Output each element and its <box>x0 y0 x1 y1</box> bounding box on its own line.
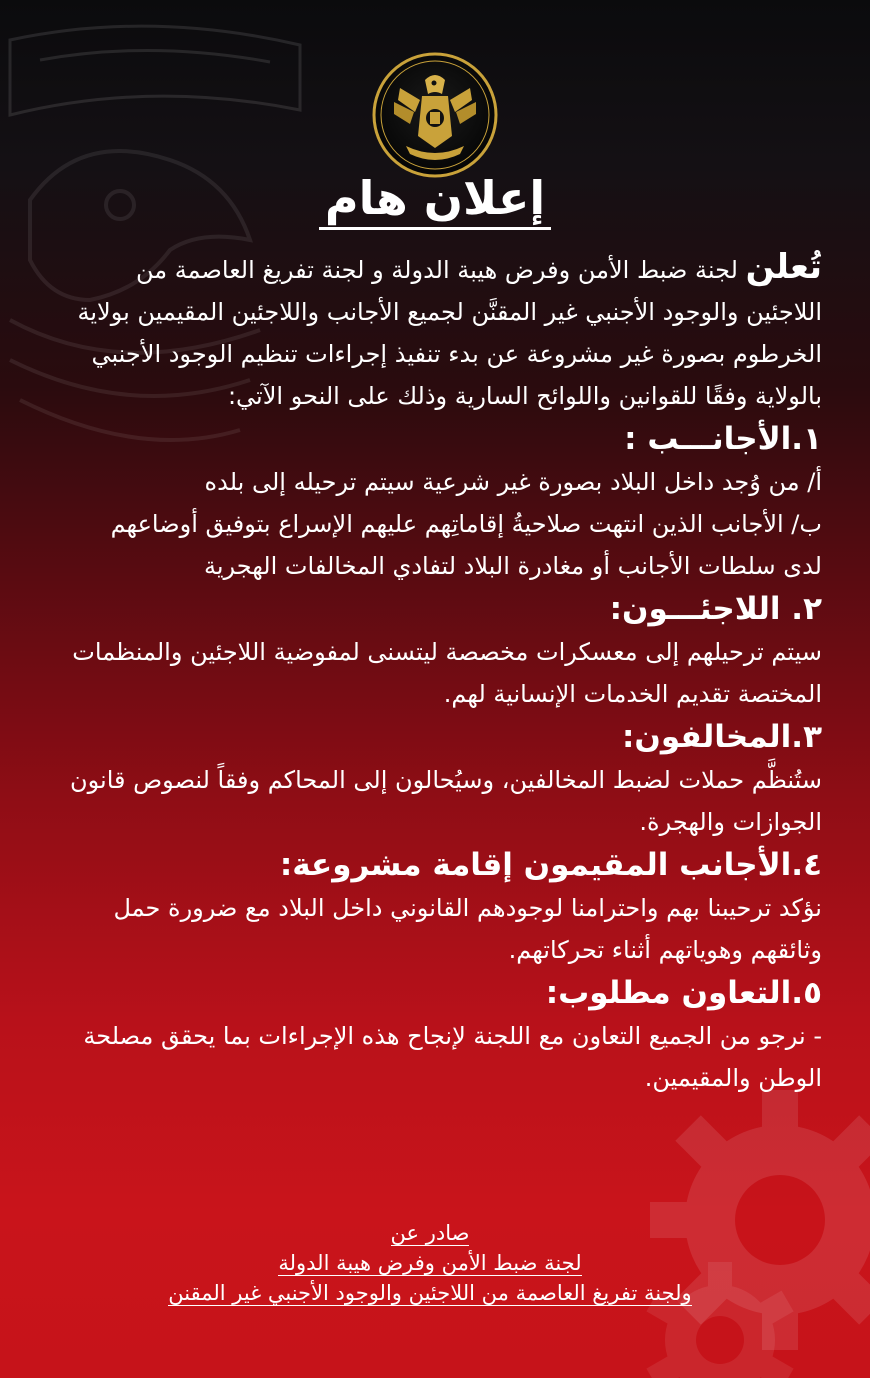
section-paragraph-campaigns: ستُنظَّم حملات لضبط المخالفين، وسيُحالون إلى المحاكم وفقاً لنصوص قانون الجوازات والهجرة. <box>70 766 822 836</box>
issuer-committee-capital: ولجنة تفريغ العاصمة من اللاجئين والوجود الأجنبي غير المقنن <box>168 1281 692 1305</box>
announcement-title-text: إعلان هام <box>319 171 551 230</box>
section-paragraph-expired-residence: ب/ الأجانب الذين انتهت صلاحيةُ إقاماتِهم عليهم الإسراع بتوفيق أوضاعهم لدى سلطات الأجانب أو مغادرة البلاد لتفادي المخالفات الهجرية <box>110 510 822 580</box>
section-violators <box>66 715 822 843</box>
intro-lead-word: تُعلن <box>745 247 822 287</box>
section-heading-cooperation: ٥.التعاون مطلوب: <box>545 975 822 1011</box>
section-paragraph-illegal-entry: أ/ من وُجد داخل البلاد بصورة غير شرعية سيتم ترحيله إلى بلده <box>204 468 822 496</box>
secretary-bird-emblem-icon <box>370 50 500 180</box>
intro-text: لجنة ضبط الأمن وفرض هيبة الدولة و لجنة تفريغ العاصمة من اللاجئين والوجود الأجنبي غير المقنَّن لجميع الأجانب واللاجئين المقيمين بولاية الخرطوم بصورة غير مشروعة عن بدء تنفيذ إجراءات تنظيم الوجود الأجنبي بالولاية وفقًا للقوانين واللوائح السارية وذلك على النحو الآتي: <box>77 256 822 410</box>
section-heading-legal-residents: ٤.الأجانب المقيمون إقامة مشروعة: <box>279 847 822 883</box>
section-refugees <box>66 587 822 715</box>
announcement-body <box>66 246 822 1099</box>
section-legal-residents <box>66 843 822 971</box>
section-foreigners <box>66 417 822 587</box>
section-cooperation <box>66 971 822 1099</box>
section-paragraph-refugee-camps: سيتم ترحيلهم إلى معسكرات مخصصة ليتسنى لمفوضية اللاجئين والمنظمات المختصة تقديم الخدمات الإنسانية لهم. <box>72 638 822 708</box>
section-heading-violators: ٣.المخالفون: <box>622 719 822 755</box>
issuer-footer <box>150 1218 710 1308</box>
section-heading-foreigners: ١.الأجانـــب : <box>624 421 822 457</box>
issuer-committee-security: لجنة ضبط الأمن وفرض هيبة الدولة <box>278 1251 582 1275</box>
section-heading-refugees: ٢. اللاجئـــون: <box>609 591 822 627</box>
section-paragraph-cooperation: - نرجو من الجميع التعاون مع اللجنة لإنجاح هذه الإجراءات بما يحقق مصلحة الوطن والمقيمين. <box>83 1022 822 1092</box>
intro-paragraph <box>66 246 822 417</box>
section-paragraph-welcome: نؤكد ترحيبنا بهم واحترامنا لوجودهم القانوني داخل البلاد مع ضرورة حمل وثائقهم وهوياتهم أثناء تحركاتهم. <box>113 894 822 964</box>
announcement-title <box>0 168 870 228</box>
issued-by-label: صادر عن <box>390 1221 470 1245</box>
